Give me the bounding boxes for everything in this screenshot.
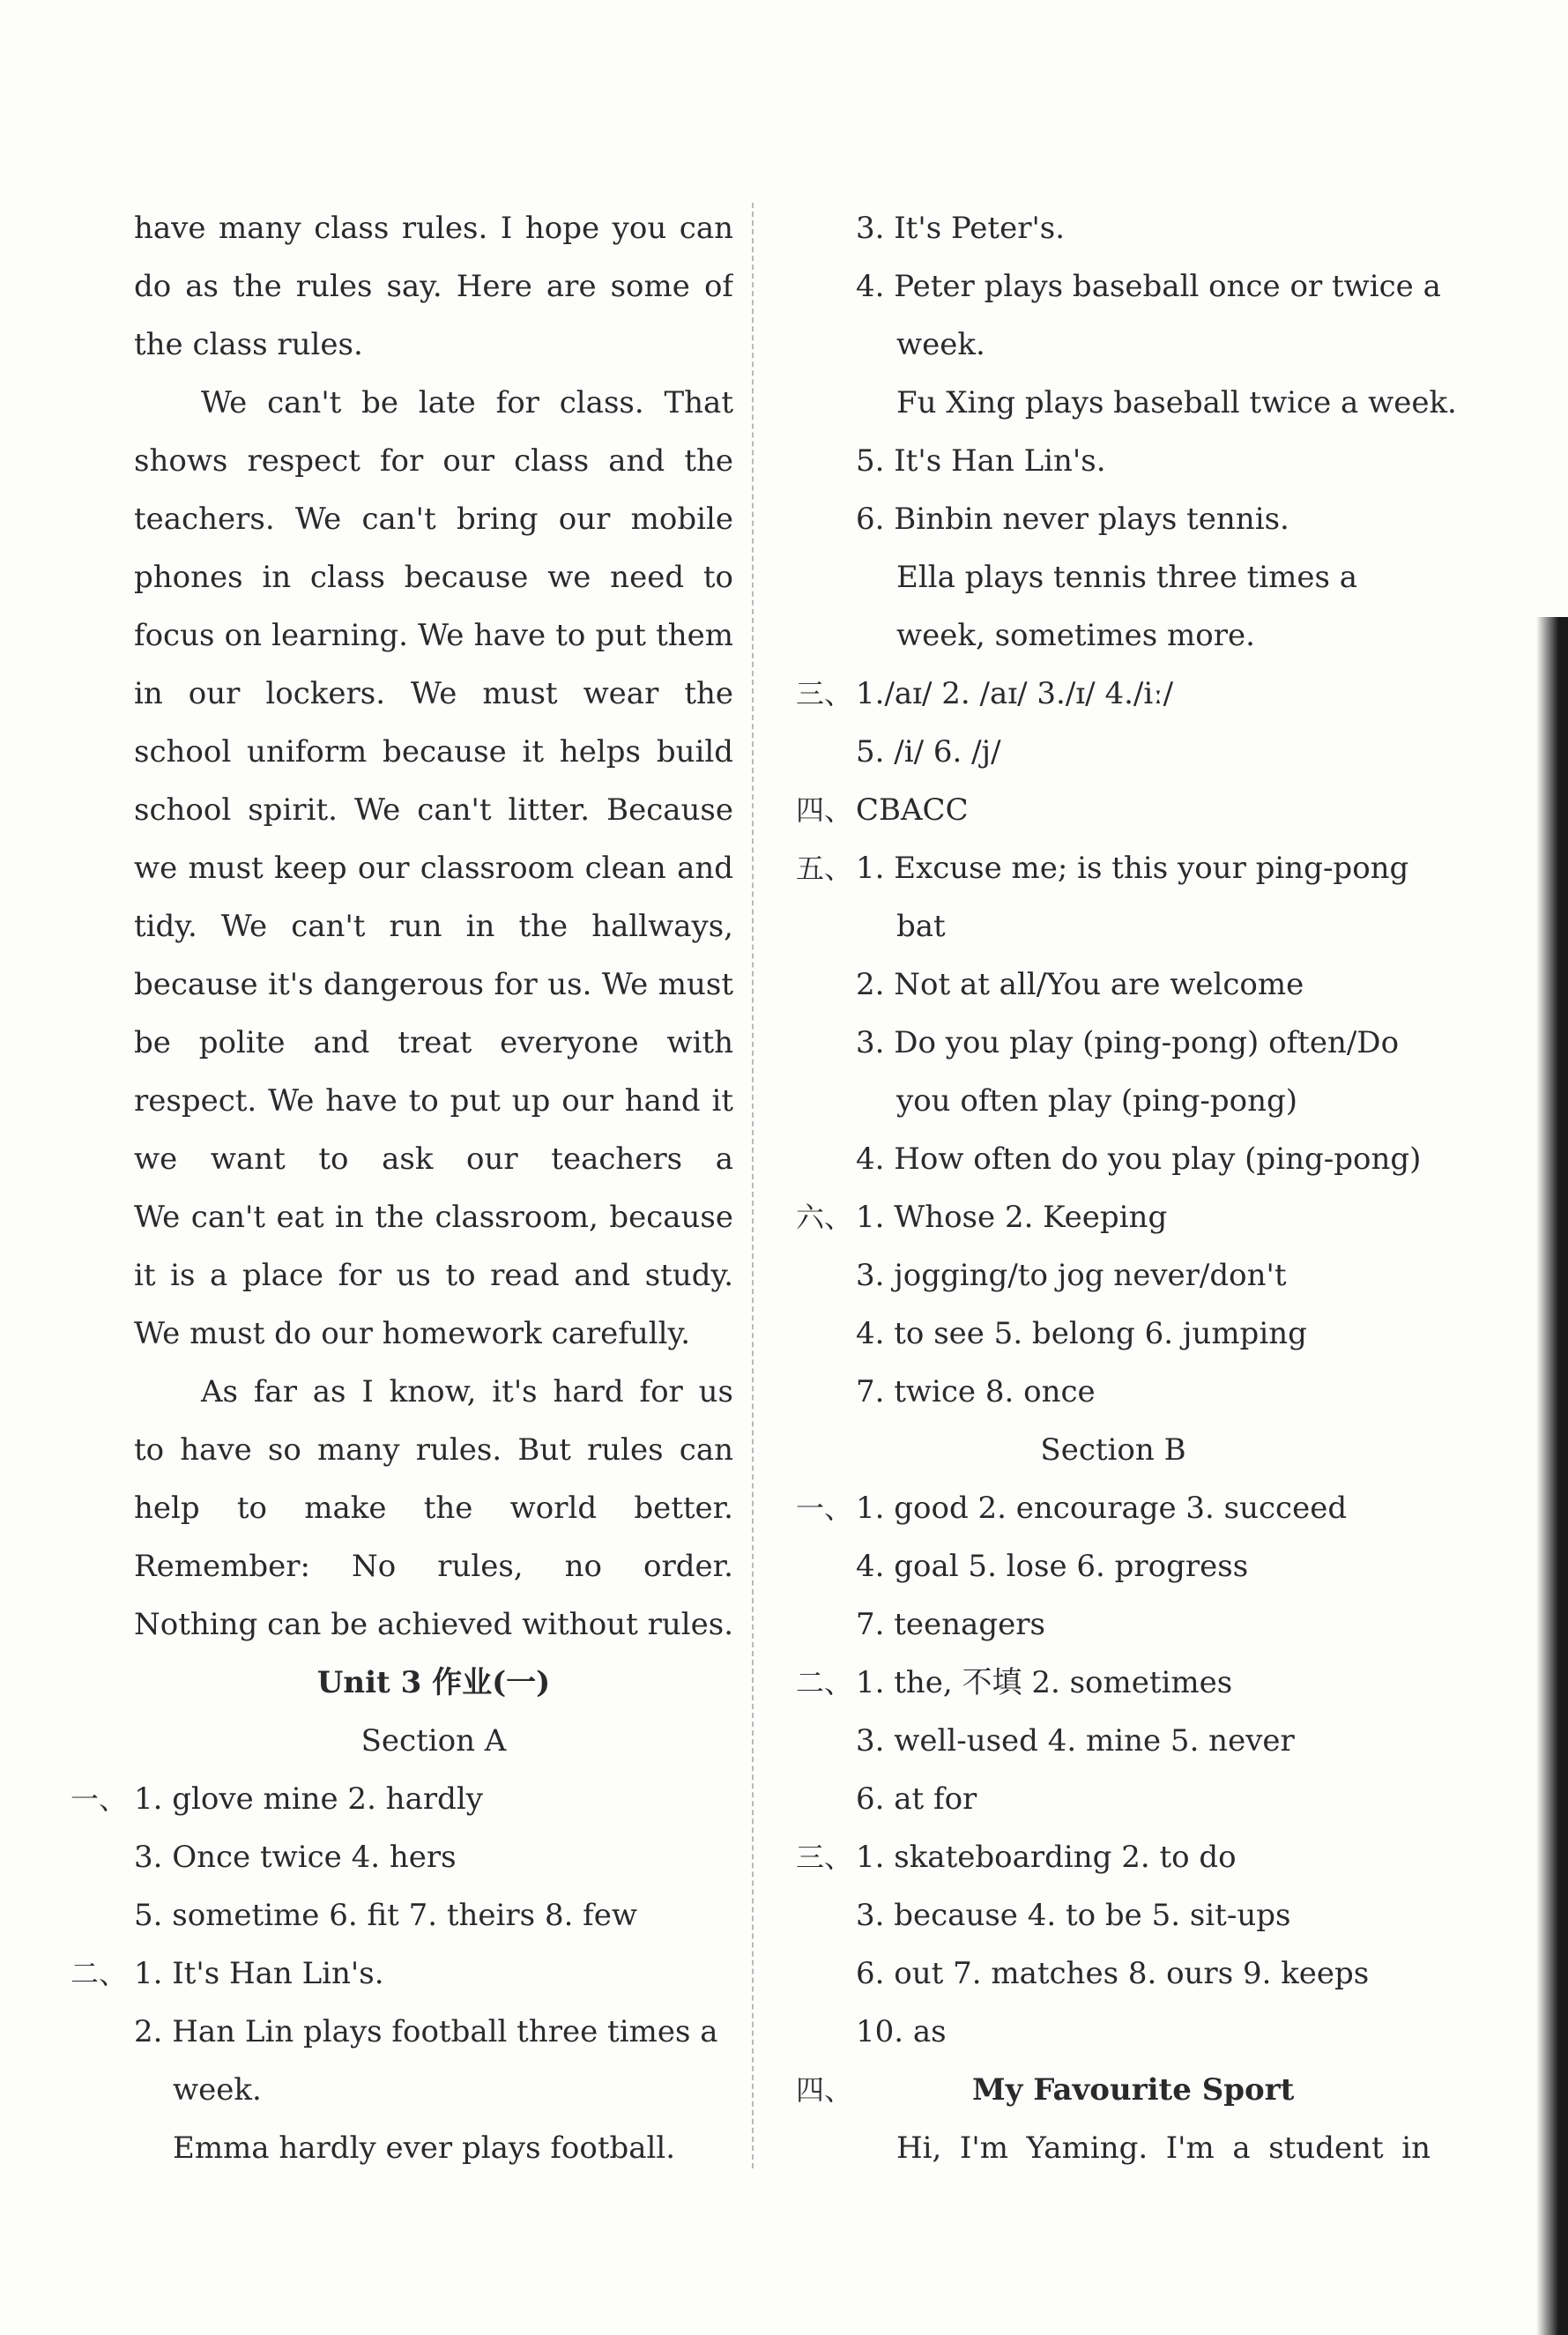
text-line: Nothing can be achieved without rules. bbox=[134, 1607, 733, 1642]
answer-line: 3. because 4. to be 5. sit-ups bbox=[856, 1898, 1291, 1933]
answer-text: 1. It's Han Lin's. bbox=[134, 1956, 384, 1991]
text-line: we must keep our classroom clean and bbox=[134, 851, 733, 886]
text-line: in our lockers. We must wear the bbox=[134, 676, 733, 711]
answer-line bbox=[71, 1770, 733, 1828]
question-number-mark: 二、 bbox=[796, 1666, 853, 1699]
answer-text: 1./aɪ/ 2. /aɪ/ 3./ɪ/ 4./iː/ bbox=[856, 676, 1174, 711]
text-line: We must do our homework carefully. bbox=[134, 1316, 691, 1351]
answer-line bbox=[796, 839, 1431, 897]
answer-line: week. bbox=[896, 327, 985, 362]
question-number-mark: 四、 bbox=[796, 2073, 853, 2107]
text-line: the class rules. bbox=[134, 327, 363, 362]
answer-line bbox=[71, 1945, 733, 2003]
answer-line: 4. goal 5. lose 6. progress bbox=[856, 1549, 1249, 1584]
answer-text: 1. the, 不填 2. sometimes bbox=[856, 1665, 1233, 1700]
text-line: help to make the world better. bbox=[134, 1491, 733, 1526]
answer-line bbox=[796, 1654, 1431, 1712]
left-column bbox=[71, 199, 733, 2177]
answer-line bbox=[796, 665, 1431, 723]
answer-line: 4. to see 5. belong 6. jumping bbox=[856, 1316, 1307, 1351]
answer-line: bat bbox=[896, 909, 946, 944]
text-line: we want to ask our teachers a bbox=[134, 1141, 733, 1177]
answer-line: 7. teenagers bbox=[856, 1607, 1045, 1642]
answer-text: 1. Whose 2. Keeping bbox=[856, 1200, 1168, 1235]
answer-line: 3. It's Peter's. bbox=[856, 211, 1066, 246]
text-line: have many class rules. I hope you can bbox=[134, 211, 733, 246]
question-number-mark: 二、 bbox=[71, 1957, 128, 1990]
answer-line bbox=[796, 1479, 1431, 1537]
text-line: As far as I know, it's hard for us bbox=[201, 1374, 733, 1409]
answer-line: Fu Xing plays baseball twice a week. bbox=[896, 385, 1457, 420]
right-column bbox=[796, 199, 1457, 2177]
answer-line: 2. Not at all/You are welcome bbox=[856, 967, 1304, 1002]
answer-text: 1. glove mine 2. hardly bbox=[134, 1781, 483, 1817]
essay-title: My Favourite Sport bbox=[972, 2072, 1295, 2108]
answer-line: 3. Do you play (ping-pong) often/Do bbox=[856, 1025, 1400, 1060]
answer-line: 3. jogging/to jog never/don't bbox=[856, 1258, 1287, 1293]
text-line: to have so many rules. But rules can bbox=[134, 1432, 733, 1468]
answer-line: 3. well-used 4. mine 5. never bbox=[856, 1723, 1295, 1759]
question-number-mark: 一、 bbox=[796, 1491, 853, 1525]
question-number-mark: 一、 bbox=[71, 1782, 128, 1816]
answer-line: 10. as bbox=[856, 2014, 947, 2049]
answer-line: week, sometimes more. bbox=[896, 618, 1255, 653]
section-heading: Section B bbox=[1040, 1432, 1186, 1468]
text-line: We can't be late for class. That bbox=[201, 385, 733, 420]
question-number-mark: 四、 bbox=[796, 793, 853, 827]
question-number-mark: 三、 bbox=[796, 677, 853, 710]
answer-line: 6. out 7. matches 8. ours 9. keeps bbox=[856, 1956, 1370, 1991]
answer-line: 3. Once twice 4. hers bbox=[134, 1840, 457, 1875]
text-line: tidy. We can't run in the hallways, bbox=[134, 909, 733, 944]
answer-line: 7. twice 8. once bbox=[856, 1374, 1096, 1409]
answer-line: 5. sometime 6. fit 7. theirs 8. few bbox=[134, 1898, 637, 1933]
answer-line bbox=[796, 1828, 1431, 1886]
answer-line: 4. Peter plays baseball once or twice a bbox=[856, 269, 1441, 304]
question-number-mark: 六、 bbox=[796, 1201, 853, 1234]
text-line: school spirit. We can't litter. Because bbox=[134, 792, 733, 828]
text-line: Hi, I'm Yaming. I'm a student in bbox=[896, 2131, 1431, 2166]
answer-line bbox=[796, 2061, 1431, 2119]
answer-line: 6. at for bbox=[856, 1781, 977, 1817]
answer-line: 2. Han Lin plays football three times a bbox=[134, 2014, 718, 2049]
text-line: respect. We have to put up our hand it bbox=[134, 1083, 733, 1119]
answer-line: you often play (ping-pong) bbox=[896, 1083, 1298, 1119]
answer-text: 1. Excuse me; is this your ping-pong bbox=[856, 851, 1409, 886]
question-number-mark: 三、 bbox=[796, 1840, 853, 1874]
answer-line: week. bbox=[173, 2072, 262, 2108]
text-line: it is a place for us to read and study. bbox=[134, 1258, 733, 1293]
answer-line bbox=[796, 1188, 1431, 1246]
answer-line: Emma hardly ever plays football. bbox=[173, 2131, 676, 2166]
answer-line: 5. It's Han Lin's. bbox=[856, 443, 1106, 479]
section-heading: Section A bbox=[360, 1723, 507, 1759]
answer-line bbox=[796, 781, 1431, 839]
text-line: Remember: No rules, no order. bbox=[134, 1549, 733, 1584]
text-line: because it's dangerous for us. We must bbox=[134, 967, 733, 1002]
text-line: teachers. We can't bring our mobile bbox=[134, 502, 733, 537]
question-number-mark: 五、 bbox=[796, 851, 853, 885]
text-line: shows respect for our class and the bbox=[134, 443, 733, 479]
answer-text: CBACC bbox=[856, 792, 969, 828]
page-edge-shadow bbox=[1536, 617, 1568, 2335]
answer-text: 1. skateboarding 2. to do bbox=[856, 1840, 1237, 1875]
text-line: school uniform because it helps build bbox=[134, 734, 733, 770]
answer-line: Ella plays tennis three times a bbox=[896, 560, 1358, 595]
answer-line: 6. Binbin never plays tennis. bbox=[856, 502, 1289, 537]
unit-heading: Unit 3 作业(一) bbox=[316, 1665, 551, 1700]
text-line: focus on learning. We have to put them bbox=[134, 618, 733, 653]
text-line: We can't eat in the classroom, because bbox=[134, 1200, 733, 1235]
text-line: do as the rules say. Here are some of bbox=[134, 269, 733, 304]
text-line: phones in class because we need to bbox=[134, 560, 733, 595]
answer-text: 1. good 2. encourage 3. succeed bbox=[856, 1491, 1348, 1526]
column-divider bbox=[752, 203, 754, 2168]
answer-line: 4. How often do you play (ping-pong) bbox=[856, 1141, 1422, 1177]
text-line: be polite and treat everyone with bbox=[134, 1025, 733, 1060]
answer-line: 5. /i/ 6. /j/ bbox=[856, 734, 1001, 770]
